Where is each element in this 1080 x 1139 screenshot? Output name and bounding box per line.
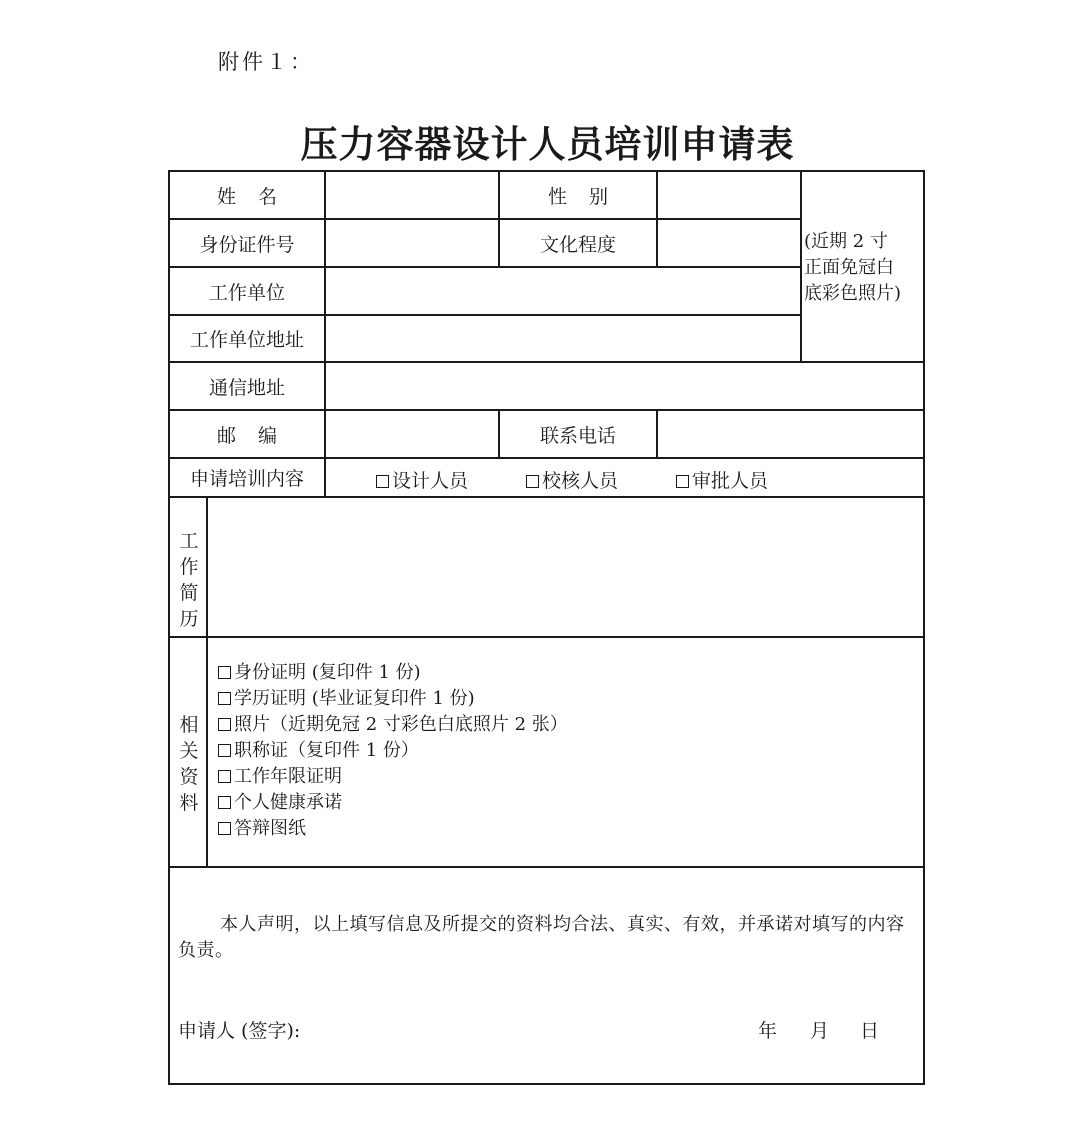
phone-label: 联系电话	[539, 424, 616, 447]
document-item-education[interactable]: 学历证明 (毕业证复印件 1 份)	[218, 686, 568, 712]
employer-field[interactable]	[326, 268, 800, 314]
training-content-label: 申请培训内容	[189, 468, 304, 490]
document-item-drawings[interactable]: 答辩图纸	[218, 816, 568, 842]
date-year-label: 年	[758, 1020, 778, 1042]
mailing-address-field[interactable]	[326, 363, 923, 409]
education-label: 文化程度	[539, 233, 616, 256]
checkbox-icon[interactable]	[376, 475, 389, 488]
id-number-label: 身份证件号	[199, 233, 295, 256]
postcode-field[interactable]	[326, 411, 498, 457]
documents-label: 相关资料	[179, 714, 199, 814]
gender-label: 性别	[547, 185, 630, 208]
document-item-work-years[interactable]: 工作年限证明	[218, 764, 568, 790]
id-number-field[interactable]	[326, 220, 498, 266]
checkbox-icon[interactable]	[218, 692, 231, 705]
form-title: 压力容器设计人员培训申请表	[300, 123, 795, 166]
name-field[interactable]	[326, 172, 498, 218]
training-option-checker[interactable]: 校核人员	[526, 466, 618, 493]
training-option-designer[interactable]: 设计人员	[376, 466, 468, 493]
document-item-title-cert[interactable]: 职称证（复印件 1 份）	[218, 738, 568, 764]
photo-placeholder: (近期 2 寸 正面免冠白 底彩色照片)	[804, 231, 902, 304]
attachment-label: 附件１：	[218, 50, 314, 74]
education-field[interactable]	[658, 220, 800, 266]
checkbox-icon[interactable]	[218, 822, 231, 835]
checkbox-icon[interactable]	[218, 744, 231, 757]
document-item-health[interactable]: 个人健康承诺	[218, 790, 568, 816]
employer-label: 工作单位	[208, 281, 285, 304]
checkbox-icon[interactable]	[218, 796, 231, 809]
checkbox-icon[interactable]	[218, 718, 231, 731]
employer-address-field[interactable]	[326, 316, 800, 361]
documents-list	[218, 660, 568, 842]
postcode-label: 邮编	[216, 424, 299, 447]
date-month-label: 月	[810, 1020, 830, 1042]
checkbox-icon[interactable]	[676, 475, 689, 488]
resume-field[interactable]	[208, 498, 923, 636]
checkbox-icon[interactable]	[218, 770, 231, 783]
training-option-approver[interactable]: 审批人员	[676, 466, 768, 493]
document-item-id[interactable]: 身份证明 (复印件 1 份)	[218, 660, 568, 686]
checkbox-icon[interactable]	[218, 666, 231, 679]
document-item-photo[interactable]: 照片（近期免冠 2 寸彩色白底照片 2 张）	[218, 712, 568, 738]
applicant-signature-label: 申请人 (签字):	[178, 1020, 301, 1042]
name-label: 姓名	[216, 185, 299, 208]
date-day-label: 日	[860, 1020, 880, 1042]
phone-field[interactable]	[658, 411, 923, 457]
checkbox-icon[interactable]	[526, 475, 539, 488]
employer-address-label: 工作单位地址	[189, 329, 304, 351]
resume-label: 工作简历	[179, 530, 199, 630]
declaration-text: 本人声明，以上填写信息及所提交的资料均合法、真实、有效，并承诺对填写的内容负责。	[178, 914, 905, 961]
gender-field[interactable]	[658, 172, 800, 218]
mailing-address-label: 通信地址	[208, 376, 285, 399]
